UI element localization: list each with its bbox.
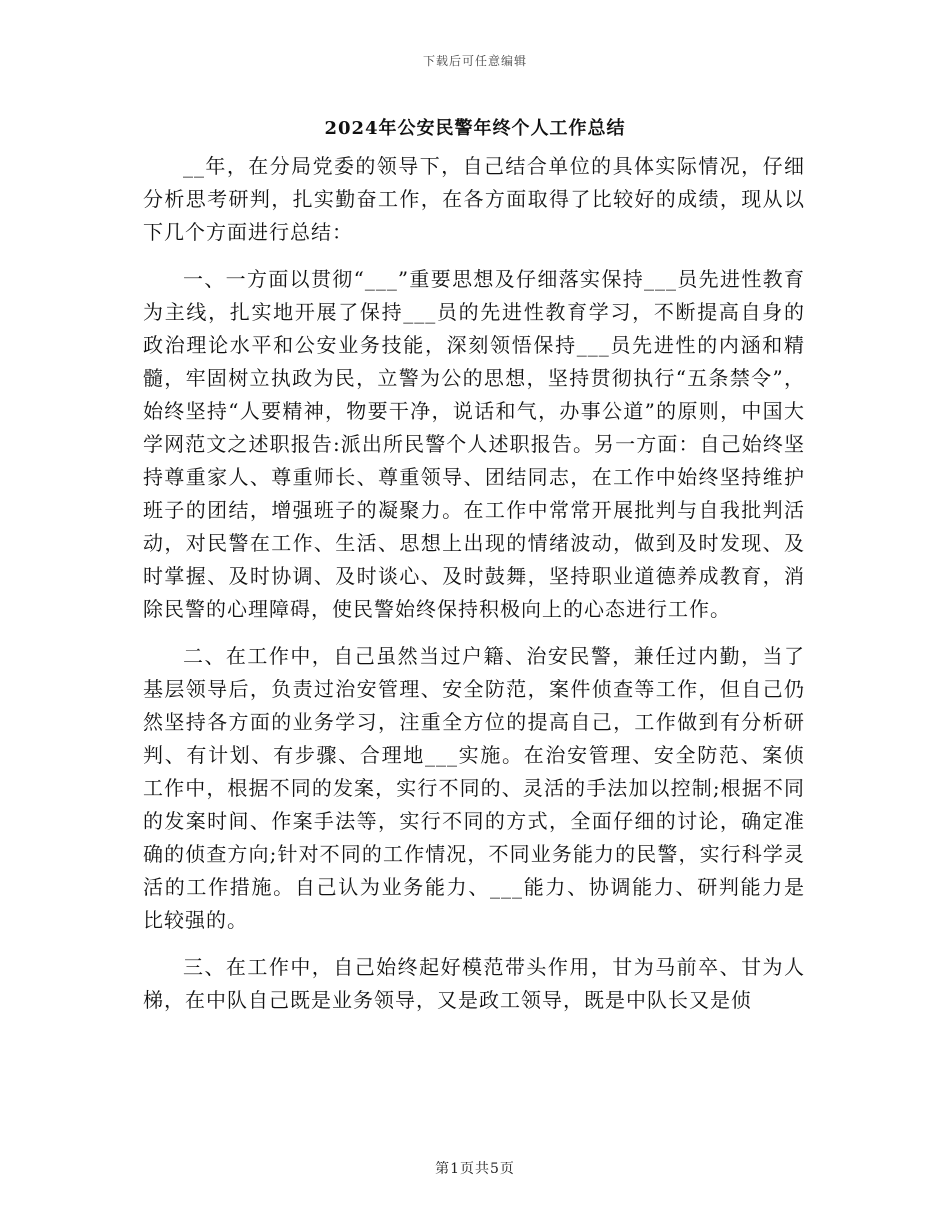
document-title: 2024年公安民警年终个人工作总结 <box>324 118 626 139</box>
paragraph-section-3: 三、在工作中，自己始终起好模范带头作用，甘为马前卒、甘为人梯，在中队自己既是业务领导，又是政工领导，既是中队长又是侦 <box>143 955 805 1012</box>
document-body <box>143 150 805 1031</box>
header-note: 下载后可任意编辑 <box>422 54 527 68</box>
paragraph-section-1: 一、一方面以贯彻“___”重要思想及仔细落实保持___员先进性教育为主线，扎实地开展了保持___员的先进性教育学习，不断提高自身的政治理论水平和公安业务技能，深刻领悟保持___员先进性的内涵和精髓，牢固树立执政为民，立警为公的思想，坚持贯彻执行“五条禁令”，始终坚持“人要精神，物要干净，说话和气，办事公道”的原则，中国大学网范文之述职报告:派出所民警个人述职报告。另一方面：自己始终坚持尊重家人、尊重师长、尊重领导、团结同志，在工作中始终坚持维护班子的团结，增强班子的凝聚力。在工作中常常开展批判与自我批判活动，对民警在工作、生活、思想上出现的情绪波动，做到及时发现、及时掌握、及时协调、及时谈心、及时鼓舞，坚持职业道德养成教育，消除民警的心理障碍，使民警始终保持积极向上的心态进行工作。 <box>143 267 805 621</box>
paragraph-section-2: 二、在工作中，自己虽然当过户籍、治安民警，兼任过内勤，当了基层领导后，负责过治安管理、安全防范，案件侦查等工作，但自己仍然坚持各方面的业务学习，注重全方位的提高自己，工作做到有分析研判、有计划、有步骤、合理地___实施。在治安管理、安全防范、案侦工作中，根据不同的发案，实行不同的、灵活的手法加以控制;根据不同的发案时间、作案手法等，实行不同的方式，全面仔细的讨论，确定准确的侦查方向;针对不同的工作情况，不同业务能力的民警，实行科学灵活的工作措施。自己认为业务能力、___能力、协调能力、研判能力是比较强的。 <box>143 644 805 932</box>
paragraph-intro: __年，在分局党委的领导下，自己结合单位的具体实际情况，仔细分析思考研判，扎实勤奋工作，在各方面取得了比较好的成绩，现从以下几个方面进行总结： <box>143 154 805 244</box>
page-number: 第1页共5页 <box>435 1161 515 1177</box>
